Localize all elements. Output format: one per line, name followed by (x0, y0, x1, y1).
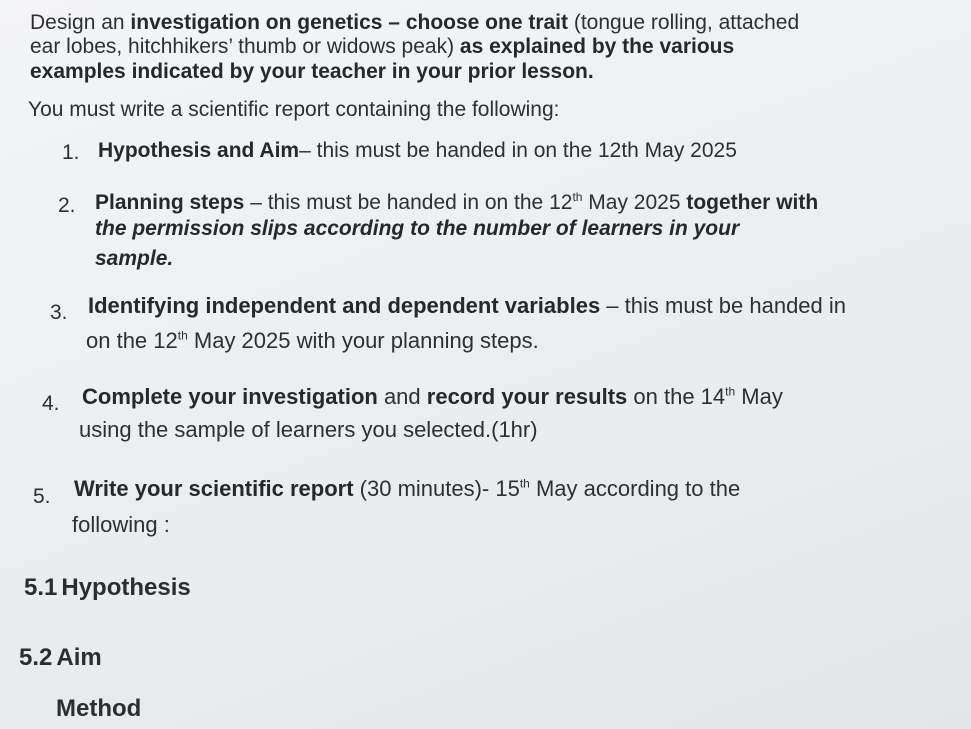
item-heading: Complete your investigation (82, 384, 378, 409)
ordinal-suffix: th (572, 190, 583, 204)
item-bold-italic: sample. (95, 247, 174, 270)
list-item-continued (72, 512, 170, 538)
intro-text: ear lobes, hitchhikers’ thumb or widows peak) (30, 35, 460, 58)
intro-line-2 (30, 34, 734, 60)
item-text: (30 minutes)- 15 (353, 476, 520, 501)
item-heading: Identifying independent and dependent variables (88, 293, 601, 318)
subheading-label: Method (56, 695, 142, 722)
subheading-aim (19, 643, 102, 673)
item-text: May 2025 (582, 191, 687, 214)
intro-text-traits: (tongue rolling, attached (568, 11, 800, 34)
list-item-continued (95, 246, 173, 272)
intro-bold-trait: choose one trait (405, 11, 569, 34)
item-text: on the 12 (86, 328, 178, 353)
subheading-label: Aim (56, 644, 102, 671)
item-number: 5. (33, 485, 51, 508)
item-text: May (735, 384, 783, 409)
item-bold: record your results (426, 384, 628, 409)
item-text: following : (72, 512, 170, 537)
item-number: 4. (42, 392, 60, 415)
item-text: May according to the (529, 476, 741, 501)
subheading-label: Hypothesis (61, 574, 191, 601)
intro-bold: investigation on genetics (130, 11, 383, 34)
subheading-hypothesis (24, 573, 191, 603)
list-item (74, 476, 740, 502)
item-number: 2. (58, 194, 76, 217)
item-heading: Hypothesis and Aim (98, 139, 300, 162)
list-item (82, 384, 783, 410)
item-text: on the 14 (627, 384, 726, 409)
item-text: and (377, 384, 427, 409)
list-item-continued (79, 417, 538, 443)
lead-text: You must write a scientific report containing the following: (28, 98, 560, 121)
ordinal-suffix: th (725, 384, 736, 399)
list-item-continued (95, 216, 739, 242)
item-text: – this must be handed in on the 12 (244, 191, 573, 214)
list-item (95, 190, 818, 216)
subheading-method (56, 694, 141, 724)
subheading-number: 5.2 (19, 644, 53, 671)
item-text: – this must be handed in (600, 293, 847, 318)
intro-line-1 (30, 10, 799, 36)
intro-bold: as explained by the various (459, 35, 735, 58)
item-text: using the sample of learners you selected.(1hr) (79, 417, 538, 442)
intro-line-3 (30, 59, 594, 85)
item-text: May 2025 with your planning steps. (187, 328, 539, 353)
item-bold-italic: the permission slips according to the number of learners in your (95, 217, 740, 240)
item-bold: together with (686, 191, 819, 214)
item-number: 1. (62, 141, 80, 164)
ordinal-suffix: th (519, 476, 530, 491)
list-item-continued (86, 328, 539, 354)
item-number: 3. (50, 301, 68, 324)
item-heading: Write your scientific report (74, 476, 354, 501)
ordinal-suffix: th (177, 328, 188, 343)
subheading-number: 5.1 (24, 574, 58, 601)
intro-bold: examples indicated by your teacher in your prior lesson. (30, 60, 594, 83)
list-item (98, 138, 737, 164)
intro-text: Design an (30, 11, 131, 34)
list-item (88, 293, 846, 319)
item-heading: Planning steps (95, 191, 245, 214)
item-text: – this must be handed in on the 12th May 2025 (299, 139, 737, 162)
intro-dash: – (382, 11, 406, 34)
